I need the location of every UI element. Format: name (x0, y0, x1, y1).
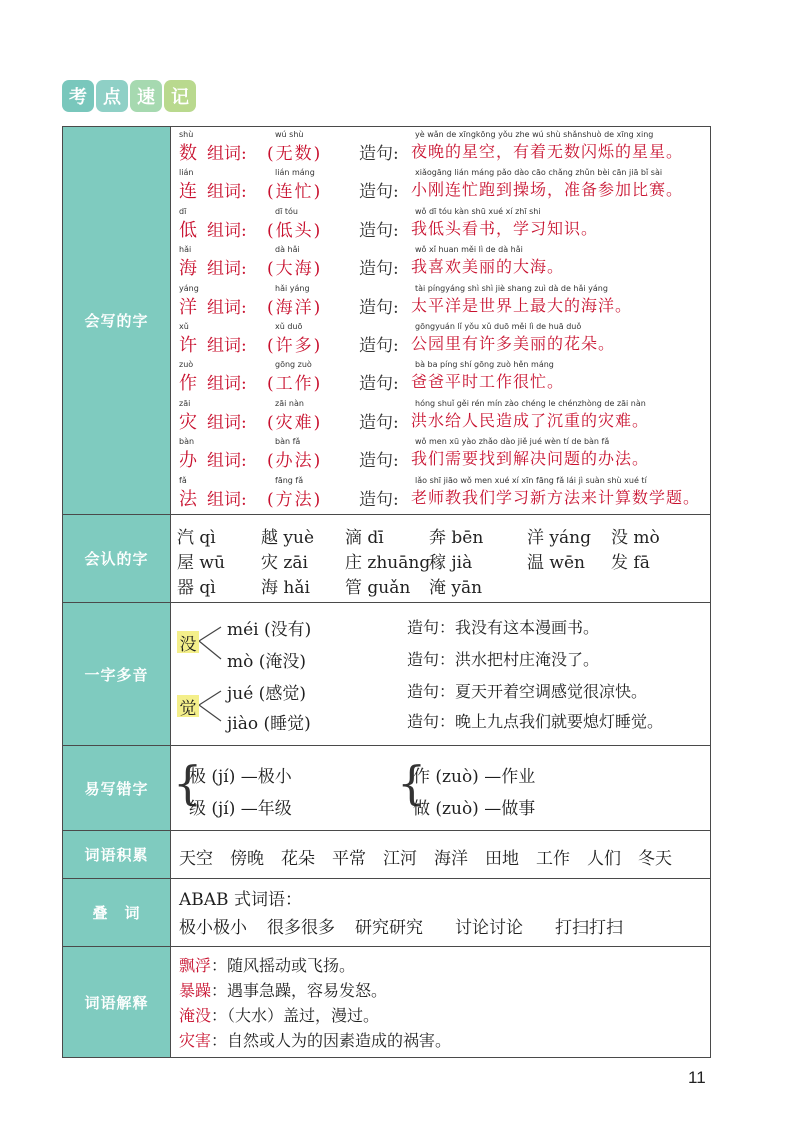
sentence-pinyin: wǒ xǐ huan měi lì de dà hǎi (415, 245, 523, 255)
recognize-item: 灾 zāi (261, 553, 308, 573)
write-row (171, 321, 710, 359)
word-pinyin: dī tóu (275, 206, 298, 216)
write-content (171, 127, 710, 514)
char-pinyin: fǎ (179, 475, 187, 485)
polyphone-reading: mò (淹没) (227, 652, 307, 672)
sentence-pinyin: yè wǎn de xīngkōng yǒu zhe wú shù shǎnshuò de xīng xing (415, 130, 654, 139)
accumulate-word: 天空 (179, 849, 213, 869)
explanation-term: 暴躁 (179, 981, 212, 1000)
sentence-pinyin: xiǎogāng lián máng pǎo dào cāo chǎng zhǔn bèi cān jiā bǐ sài (415, 168, 663, 178)
word-pinyin: dà hǎi (275, 245, 300, 255)
duplicate-word: 研究研究 (355, 918, 423, 938)
section-accumulate (63, 831, 710, 879)
word-pinyin: bàn fǎ (275, 437, 301, 447)
accumulate-word: 冬天 (638, 849, 672, 869)
error-item: 极 (jí) —极小 (189, 767, 292, 787)
section-header (62, 80, 196, 114)
word: (方法) (267, 489, 323, 510)
sentence-label: 造句: (359, 297, 399, 318)
recognize-item: 滴 dī (345, 528, 384, 548)
recognize-item: 管 guǎn (345, 578, 411, 598)
header-chip: 考 (62, 80, 94, 112)
write-row (171, 129, 710, 167)
sentence: 公园里有许多美丽的花朵。 (411, 334, 616, 353)
sentence-pinyin: tài píngyáng shì shì jiè shang zuì dà de hǎi yáng (415, 283, 608, 293)
accumulate-word: 海洋 (434, 849, 468, 869)
sentence-pinyin: bà ba píng shí gōng zuò hěn máng (415, 360, 554, 370)
word-pinyin: lián máng (275, 168, 315, 178)
polyphone-sentence: 造句：夏天开着空调感觉很凉快。 (407, 682, 648, 701)
write-char: 低 (179, 219, 197, 241)
write-char: 法 (179, 488, 197, 510)
word: (无数) (267, 144, 323, 164)
section-label: 词语解释 (63, 947, 171, 1057)
sentence-pinyin: hóng shuǐ gěi rén mín zào chéng le chénzhòng de zāi nàn (415, 398, 646, 408)
header-chip: 记 (164, 80, 196, 112)
word: (工作) (267, 374, 323, 395)
explanation-text: ：遇事急躁，容易发怒。 (211, 981, 388, 1000)
polyphone-reading: méi (没有) (227, 620, 312, 640)
explanation-term: 飘浮 (179, 956, 212, 975)
word: (连忙) (267, 182, 323, 203)
accumulate-word: 工作 (536, 849, 570, 869)
error-item: 级 (jí) —年级 (189, 799, 292, 819)
recognize-item: 稼 jià (429, 553, 473, 573)
sentence-label: 造句: (359, 412, 399, 433)
recognize-item: 温 wēn (527, 553, 585, 573)
section-error (63, 746, 710, 831)
char-pinyin: bàn (179, 437, 195, 447)
polyphone-sentence: 造句：洪水把村庄淹没了。 (407, 650, 600, 669)
sentence-label: 造句: (359, 144, 399, 164)
polyphone-char: 没 (177, 631, 199, 653)
branch-lines (171, 603, 231, 746)
recognize-item: 洋 yáng (527, 528, 591, 548)
section-duplicate (63, 879, 710, 947)
accumulate-word: 江河 (383, 849, 417, 869)
write-row (171, 206, 710, 244)
section-label: 会写的字 (63, 127, 171, 514)
word-pinyin: fāng fǎ (275, 475, 304, 485)
explanation-line (179, 978, 387, 1001)
explanation-line (179, 1003, 379, 1026)
explain-content (171, 947, 710, 1057)
sentence-label: 造句: (359, 336, 399, 356)
recognize-content (171, 515, 710, 602)
char-pinyin: shù (179, 130, 194, 139)
word: (海洋) (267, 297, 323, 318)
recognize-item: 越 yuè (261, 528, 315, 548)
accumulate-word: 田地 (485, 849, 519, 869)
header-chip: 速 (130, 80, 162, 112)
sentence: 洪水给人民造成了沉重的灾难。 (411, 410, 650, 430)
error-item: 做 (zuò) —做事 (413, 799, 536, 819)
char-pinyin: yáng (179, 283, 199, 293)
explanation-term: 灾害 (179, 1031, 212, 1050)
recognize-item: 没 mò (611, 528, 660, 548)
write-row (171, 283, 710, 321)
sentence-label: 造句: (359, 489, 399, 510)
polyphone-sentence: 造句：晚上九点我们就要熄灯睡觉。 (407, 712, 664, 731)
section-label: 词语积累 (63, 831, 171, 878)
word-label: 组词: (207, 182, 247, 203)
write-row (171, 244, 710, 282)
word-pinyin: zāi nàn (275, 398, 304, 408)
page-number: 11 (688, 1068, 706, 1087)
word-label: 组词: (207, 374, 247, 395)
recognize-item: 汽 qì (177, 528, 216, 548)
polyphone-reading: jiào (睡觉) (227, 714, 311, 734)
sentence-label: 造句: (359, 259, 399, 280)
section-polyphone (63, 603, 710, 746)
char-pinyin: hǎi (179, 245, 192, 255)
write-row (171, 475, 710, 513)
explanation-text: ：随风摇动或飞扬。 (211, 956, 356, 975)
write-char: 海 (179, 258, 197, 280)
write-char: 作 (179, 373, 197, 395)
sentence-label: 造句: (359, 451, 399, 472)
word-pinyin: gōng zuò (275, 360, 312, 370)
write-char: 连 (179, 181, 197, 203)
section-label: 一字多音 (63, 603, 171, 745)
char-pinyin: xǔ (179, 322, 189, 331)
word-label: 组词: (207, 144, 247, 164)
sentence: 太平洋是世界上最大的海洋。 (411, 295, 633, 315)
char-pinyin: zuò (179, 360, 194, 370)
recognize-item: 发 fā (611, 553, 650, 573)
study-table (62, 126, 711, 1058)
word-pinyin: xǔ duō (275, 322, 303, 331)
brace-symbol: { (397, 756, 427, 810)
duplicate-word: 讨论讨论 (455, 918, 523, 938)
recognize-item: 器 qì (177, 578, 216, 598)
write-row (171, 359, 710, 397)
sentence: 我们需要找到解决问题的办法。 (411, 449, 650, 469)
write-char: 许 (179, 335, 197, 356)
word-label: 组词: (207, 259, 247, 280)
explanation-line (179, 1028, 451, 1051)
polyphone-reading: jué (感觉) (227, 684, 306, 704)
accumulate-word: 花朵 (281, 849, 315, 869)
sentence: 爸爸平时工作很忙。 (411, 372, 565, 392)
accumulate-word: 平常 (332, 849, 366, 869)
write-row (171, 398, 710, 436)
sentence-pinyin: gōngyuán lǐ yǒu xǔ duō měi lì de huā duǒ (415, 322, 582, 331)
sentence-label: 造句: (359, 374, 399, 395)
error-content (171, 746, 710, 830)
sentence-pinyin: wǒ dī tóu kàn shū xué xí zhī shi (415, 206, 541, 216)
sentence: 我喜欢美丽的大海。 (411, 257, 565, 277)
explanation-text: ：自然或人为的因素造成的祸害。 (211, 1031, 452, 1050)
sentence-label: 造句: (359, 220, 399, 241)
duplicate-word: 打扫打扫 (555, 918, 623, 938)
word-pinyin: hǎi yáng (275, 283, 310, 293)
write-char: 办 (179, 450, 197, 472)
word-label: 组词: (207, 336, 247, 356)
word-label: 组词: (207, 412, 247, 433)
word: (办法) (267, 451, 323, 472)
accumulate-word: 傍晚 (230, 849, 264, 869)
section-write (63, 127, 710, 515)
recognize-item: 屋 wū (177, 553, 225, 573)
explanation-text: ：（大水）盖过，漫过。 (211, 1006, 380, 1025)
error-item: 作 (zuò) —作业 (413, 767, 536, 787)
duplicate-content (171, 879, 710, 946)
word: (大海) (267, 259, 323, 280)
duplicate-word: 极小极小 (179, 918, 247, 938)
polyphone-sentence: 造句：我没有这本漫画书。 (407, 618, 600, 637)
word-label: 组词: (207, 451, 247, 472)
word-pinyin: wú shù (275, 130, 304, 139)
word: (许多) (267, 336, 323, 356)
polyphone-char: 觉 (177, 695, 199, 717)
section-label: 易写错字 (63, 746, 171, 830)
sentence-pinyin: lǎo shī jiāo wǒ men xué xí xīn fāng fǎ lái jì suàn shù xué tí (415, 475, 647, 485)
explanation-line (179, 953, 355, 976)
char-pinyin: dī (179, 206, 187, 216)
header-chip: 点 (96, 80, 128, 112)
char-pinyin: lián (179, 168, 194, 178)
section-explain (63, 947, 710, 1057)
word-label: 组词: (207, 489, 247, 510)
sentence: 小刚连忙跑到操场，准备参加比赛。 (411, 180, 684, 200)
recognize-item: 奔 bēn (429, 528, 484, 548)
write-char: 灾 (179, 411, 197, 433)
recognize-item: 庄 zhuāng (345, 553, 431, 573)
word-label: 组词: (207, 220, 247, 241)
sentence: 我低头看书，学习知识。 (411, 218, 599, 238)
sentence: 夜晚的星空，有着无数闪烁的星星。 (411, 142, 684, 161)
section-label: 叠 词 (63, 879, 171, 946)
recognize-item: 海 hǎi (261, 578, 310, 598)
write-row (171, 167, 710, 205)
duplicate-word: 很多很多 (267, 918, 335, 938)
brace-symbol: { (173, 756, 203, 810)
char-pinyin: zāi (179, 398, 191, 408)
word: (低头) (267, 220, 323, 241)
sentence-label: 造句: (359, 182, 399, 203)
recognize-item: 淹 yān (429, 578, 483, 598)
word: (灾难) (267, 412, 323, 433)
section-label: 会认的字 (63, 515, 171, 602)
write-row (171, 436, 710, 474)
polyphone-content (171, 603, 710, 745)
word-label: 组词: (207, 297, 247, 318)
sentence: 老师教我们学习新方法来计算数学题。 (411, 487, 701, 507)
duplicate-title: ABAB 式词语： (179, 890, 302, 910)
accumulate-content (171, 831, 710, 878)
sentence-pinyin: wǒ men xū yào zhǎo dào jiě jué wèn tí de bàn fǎ (415, 437, 610, 447)
write-char: 数 (179, 143, 197, 164)
section-recognize (63, 515, 710, 603)
explanation-term: 淹没 (179, 1006, 212, 1025)
write-char: 洋 (179, 296, 197, 318)
accumulate-word: 人们 (587, 849, 621, 869)
